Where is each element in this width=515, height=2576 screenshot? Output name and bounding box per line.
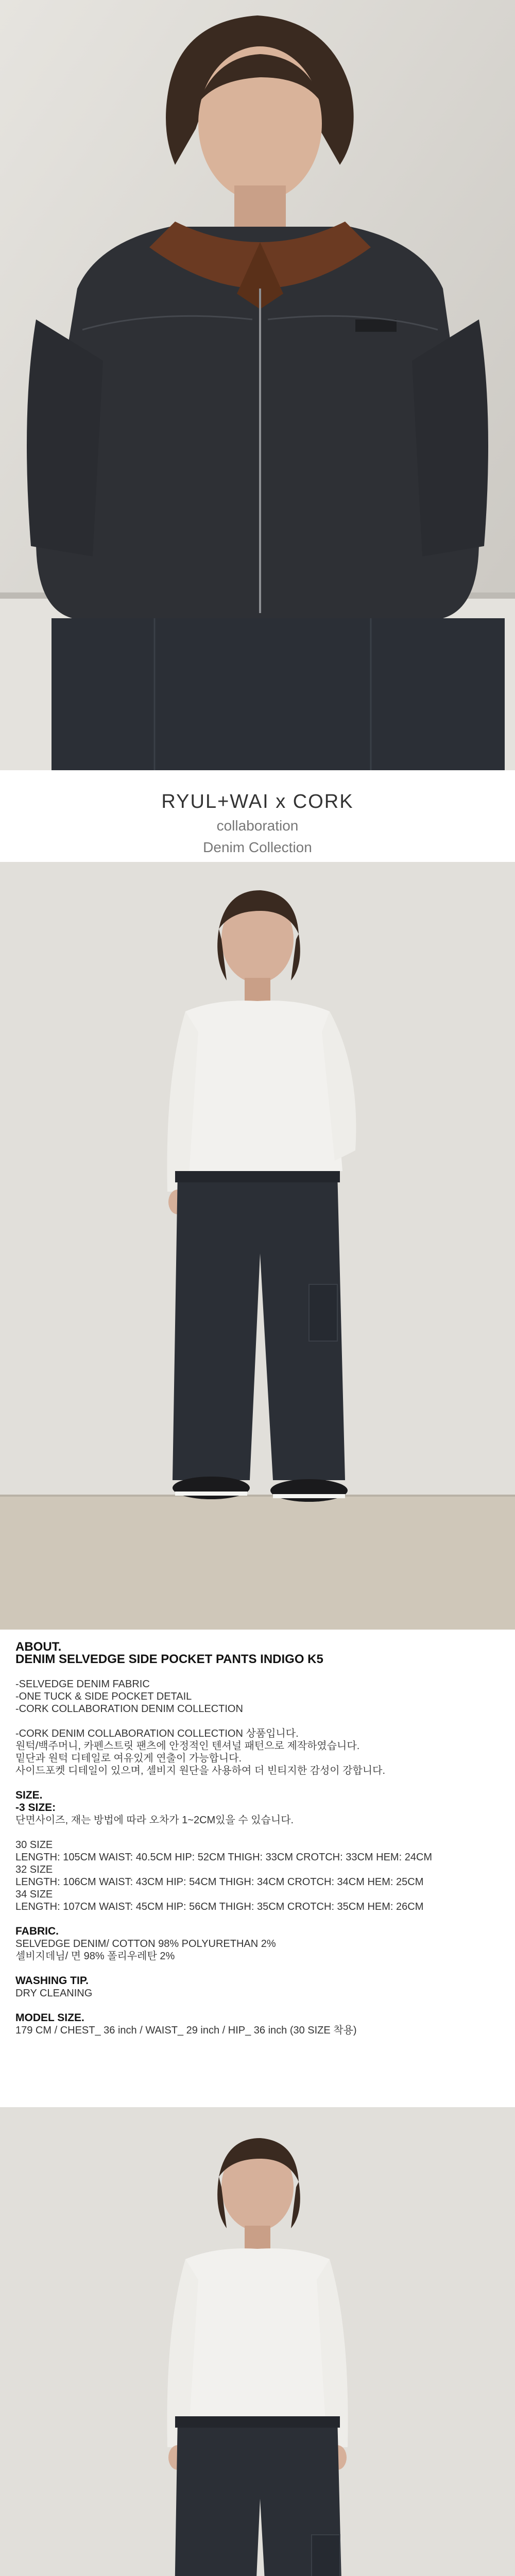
model-size: 179 CM / CHEST_ 36 inch / WAIST_ 29 inch / HIP_ 36 inch (30 SIZE 착용) — [15, 2025, 357, 2036]
size-label: 30 SIZE — [15, 1839, 53, 1851]
fabric-en: SELVEDGE DENIM/ COTTON 98% POLYURETHAN 2% — [15, 1938, 276, 1950]
size-spec: LENGTH: 105CM WAIST: 40.5CM HIP: 52CM THIGH: 33CM CROTCH: 33CM HEM: 24CM — [15, 1852, 433, 1863]
model-size-title: MODEL SIZE. — [15, 2012, 84, 2024]
about-title: ABOUT. — [15, 1640, 62, 1654]
collection-title: Denim Collection — [203, 839, 312, 855]
size-note: 단면사이즈, 재는 방법에 따라 오차가 1~2CM있을 수 있습니다. — [15, 1815, 294, 1826]
size-title: SIZE. — [15, 1789, 43, 1801]
washing-tip: DRY CLEANING — [15, 1988, 93, 1999]
desc-line: 원턱/백주머니, 카펜스트릿 팬츠에 안정적인 텐셔널 패턴으로 제작하였습니다. — [15, 1740, 360, 1752]
model-photo-front-2 — [0, 2107, 515, 2576]
desc-line: -CORK DENIM COLLABORATION COLLECTION 상품입니다. — [15, 1728, 299, 1739]
product-info — [15, 1641, 500, 2063]
feature-line: -SELVEDGE DENIM FABRIC — [15, 1679, 150, 1690]
desc-line: 사이드포켓 디테일이 있으며, 셀비지 원단을 사용하여 더 빈티지한 감성이 강합니다. — [15, 1765, 386, 1776]
fabric-kr: 셀비지데님/ 면 98% 폴리우레탄 2% — [15, 1951, 175, 1962]
desc-line: 밑단과 원턱 디테일로 여유있게 연출이 가능합니다. — [15, 1753, 242, 1764]
brand-subtitle: collaboration — [216, 818, 299, 834]
feature-line: -CORK COLLABORATION DENIM COLLECTION — [15, 1703, 243, 1715]
size-spec: LENGTH: 107CM WAIST: 45CM HIP: 56CM THIGH: 35CM CROTCH: 35CM HEM: 26CM — [15, 1901, 424, 1912]
size-spec: LENGTH: 106CM WAIST: 43CM HIP: 54CM THIGH: 34CM CROTCH: 34CM HEM: 25CM — [15, 1876, 424, 1888]
feature-line: -ONE TUCK & SIDE POCKET DETAIL — [15, 1691, 192, 1702]
size-label: 32 SIZE — [15, 1864, 53, 1875]
size-note-title: -3 SIZE: — [15, 1802, 56, 1814]
brand-logo: RYUL+WAI x CORK — [161, 791, 354, 812]
fabric-title: FABRIC. — [15, 1925, 59, 1937]
hero-photo — [0, 0, 515, 770]
size-label: 34 SIZE — [15, 1889, 53, 1900]
product-name: DENIM SELVEDGE SIDE POCKET PANTS INDIGO K5 — [15, 1652, 323, 1666]
brand-block — [0, 770, 515, 863]
model-photo-front — [0, 862, 515, 1630]
washing-title: WASHING TIP. — [15, 1975, 89, 1987]
